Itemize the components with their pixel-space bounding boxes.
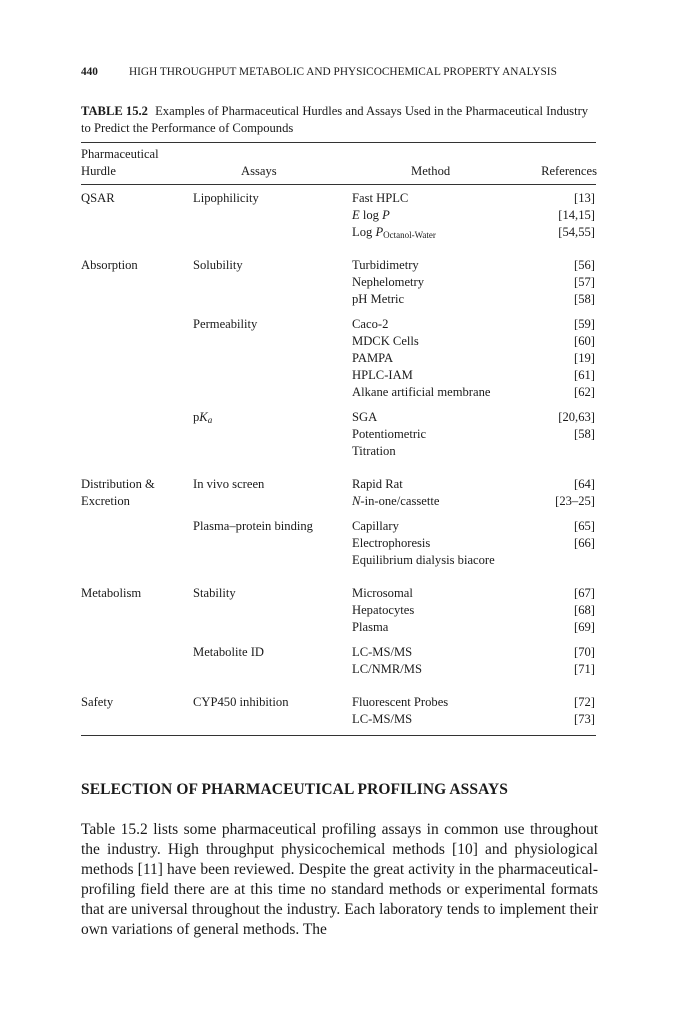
hurdle-metabolism: Metabolism xyxy=(81,586,142,600)
method-cell: LC/NMR/MS xyxy=(352,662,422,676)
column-header-references: References xyxy=(541,164,597,178)
column-header-hurdle: Pharmaceutical Hurdle xyxy=(81,147,159,178)
reference-cell: [19] xyxy=(574,351,595,365)
assay-pka: $pK_a$ xyxy=(193,410,213,425)
method-cell: Caco-2 xyxy=(352,317,389,331)
assay-permeability: Permeability xyxy=(193,317,258,331)
method-cell: Alkane artificial membrane xyxy=(352,385,491,399)
reference-cell: [65] xyxy=(574,519,595,533)
method-cell: Microsomal xyxy=(352,586,413,600)
method-cell: pH Metric xyxy=(352,292,405,306)
reference-cell: [60] xyxy=(574,334,595,348)
method-cell: LC-MS/MS xyxy=(352,645,413,659)
assay-stability: Stability xyxy=(193,586,236,600)
method-cell: Titration xyxy=(352,444,396,458)
reference-cell: [58] xyxy=(574,292,595,306)
table-label: TABLE 15.2 xyxy=(81,104,148,118)
hurdle-qsar: QSAR xyxy=(81,191,115,205)
reference-cell: [71] xyxy=(574,662,595,676)
method-cell: Plasma xyxy=(352,620,389,634)
reference-cell: [23–25] xyxy=(555,494,595,508)
reference-cell: [56] xyxy=(574,258,595,272)
hurdle-absorption: Absorption xyxy=(81,258,138,272)
reference-cell: [66] xyxy=(574,536,595,550)
reference-cell: [69] xyxy=(574,620,595,634)
method-cell: PAMPA xyxy=(352,351,394,365)
method-cell: Hepatocytes xyxy=(352,603,415,617)
reference-cell: [61] xyxy=(574,368,595,382)
reference-cell: [58] xyxy=(574,427,595,441)
method-cell: Log $P_{Octanol-Water}$ xyxy=(352,225,436,240)
reference-cell: [70] xyxy=(574,645,595,659)
table-caption-text: Examples of Pharmaceutical Hurdles and Assays Used in the Pharmaceutical Industry to Predict the Performance of Compounds xyxy=(81,104,589,135)
method-cell: Equilibrium dialysis biacore xyxy=(352,553,495,567)
reference-cell: [62] xyxy=(574,385,595,399)
reference-cell: [64] xyxy=(574,477,595,491)
method-cell: Nephelometry xyxy=(352,275,425,289)
assay-cyp450-inhibition: CYP450 inhibition xyxy=(193,695,289,709)
reference-cell: [57] xyxy=(574,275,595,289)
method-cell: SGA xyxy=(352,410,378,424)
assay-solubility: Solubility xyxy=(193,258,243,272)
hurdle-distribution: Distribution & Excretion xyxy=(81,477,155,508)
reference-cell: [13] xyxy=(574,191,595,205)
table-top-rule xyxy=(81,142,596,143)
method-cell: Potentiometric xyxy=(352,427,427,441)
table-bottom-rule xyxy=(81,735,596,736)
section-heading: SELECTION OF PHARMACEUTICAL PROFILING ASSAYS xyxy=(81,781,509,798)
method-cell: MDCK Cells xyxy=(352,334,419,348)
assay-in-vivo-screen: In vivo screen xyxy=(193,477,265,491)
method-cell: Rapid Rat xyxy=(352,477,403,491)
running-header xyxy=(81,66,597,78)
assay-plasma-protein-binding: Plasma–protein binding xyxy=(193,519,313,533)
reference-cell: [68] xyxy=(574,603,595,617)
reference-cell: [54,55] xyxy=(558,225,595,239)
reference-cell: [20,63] xyxy=(558,410,595,424)
method-cell: Fast HPLC xyxy=(352,191,409,205)
table-caption xyxy=(81,103,601,137)
method-cell: Fluorescent Probes xyxy=(352,695,449,709)
column-header-assays: Assays xyxy=(241,164,277,178)
method-cell: HPLC-IAM xyxy=(352,368,413,382)
reference-cell: [72] xyxy=(574,695,595,709)
column-header-method: Method xyxy=(411,164,451,178)
assay-metabolite-id: Metabolite ID xyxy=(193,645,264,659)
page-number: 440 xyxy=(81,66,98,78)
method-cell: Capillary xyxy=(352,519,399,533)
method-cell: Turbidimetry xyxy=(352,258,419,272)
method-cell: LC-MS/MS xyxy=(352,712,413,726)
reference-cell: [59] xyxy=(574,317,595,331)
method-cell: Electrophoresis xyxy=(352,536,431,550)
running-title: HIGH THROUGHPUT METABOLIC AND PHYSICOCHEMICAL PROPERTY ANALYSIS xyxy=(129,66,557,78)
reference-cell: [14,15] xyxy=(558,208,595,222)
reference-cell: [73] xyxy=(574,712,595,726)
hurdle-safety: Safety xyxy=(81,695,114,709)
method-cell: E log P xyxy=(352,208,390,222)
table-header-rule xyxy=(81,184,596,185)
assay-lipophilicity: Lipophilicity xyxy=(193,191,259,205)
method-cell: N-in-one/cassette xyxy=(352,494,440,508)
body-paragraph: Table 15.2 lists some pharmaceutical profiling assays in common use throughout the industry. High throughput physicochemical methods [10] and physiological methods [11] have been reviewed. Despite the great activity in the pharmaceutical-profiling field there are at this time no standard methods or experimental formats that are universal throughout the industry. Each laboratory tends to implement their own variations of general methods. The xyxy=(81,821,598,938)
reference-cell: [67] xyxy=(574,586,595,600)
